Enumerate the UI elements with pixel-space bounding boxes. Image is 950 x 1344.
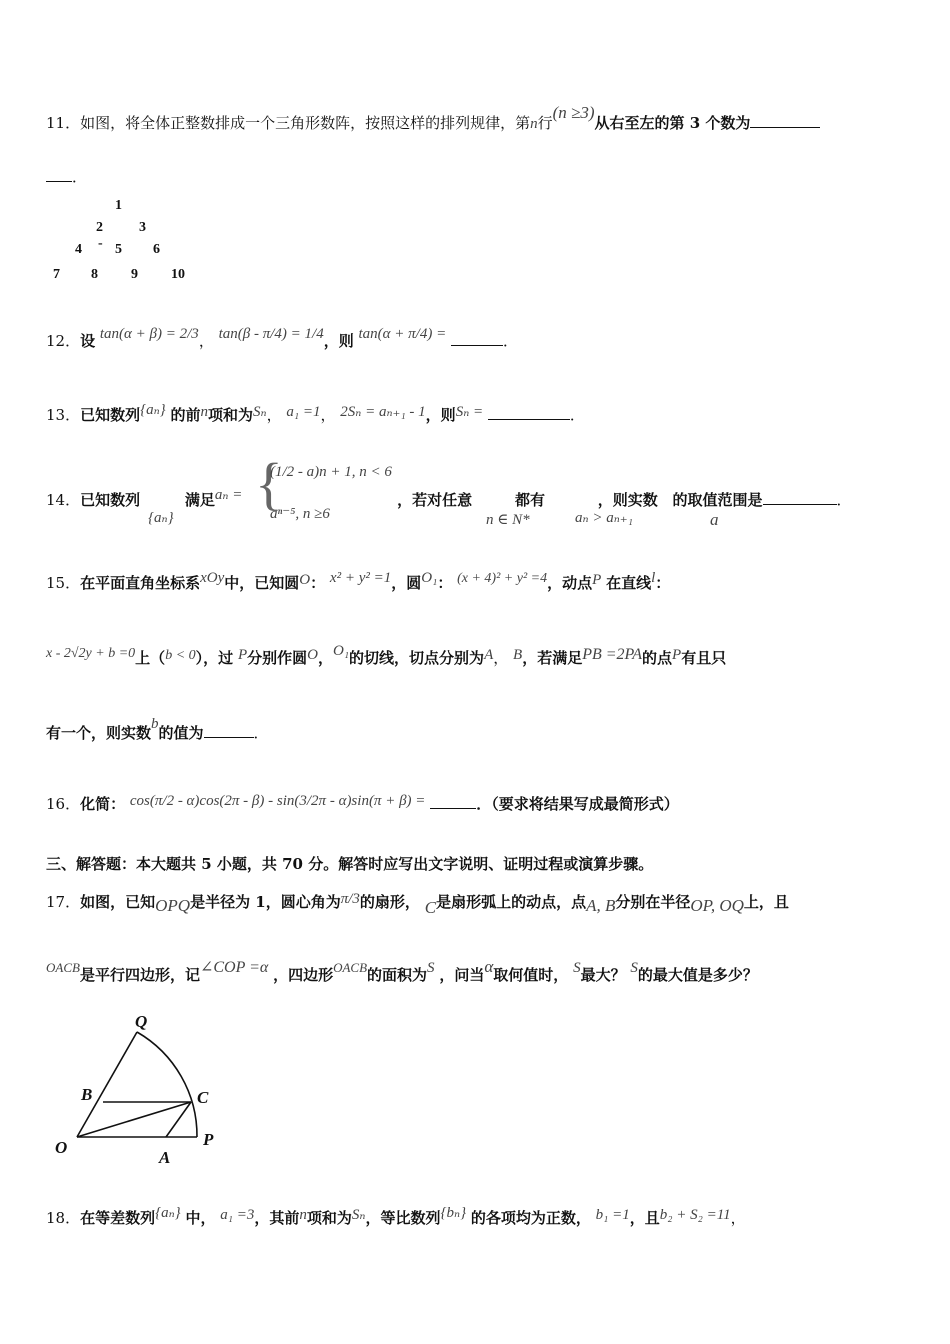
q11-var-n: n [530,116,538,132]
q15-o1: O₁ [421,570,438,586]
q14-case2: aⁿ⁻⁵, n ≥6 [270,506,330,522]
figure-label-q: Q [135,1012,148,1031]
q15-text-m: 的切线，切点分别为 [349,649,485,667]
q17-ab: A, B [586,896,616,915]
q17-opq: OPQ [155,896,191,915]
q14-cond1: n ∈ N* [486,512,530,528]
q17-alpha: α [484,957,494,976]
q11-text-a: 如图，将全体正整数排成一个三角形数阵，按照这样的排列规律，第 [80,114,531,132]
triangle-number: 1 [115,198,122,213]
q18-number: 18． [46,1209,81,1227]
q17-cop: ∠COP =α [199,959,269,976]
q12-text-b: ，则 [323,332,354,350]
q17-angle: π/3 [340,891,360,907]
q12-line: 12．设 tan(α + β) = 2/3， tan(β - π/4) = 1/4，则 tan(α + π/4) = ． [46,326,519,350]
triangle-number: 6 [153,242,160,257]
q17-line2 [46,957,758,985]
q13-seq: {aₙ} [140,402,166,418]
q14-brace: { [255,451,283,516]
q15-l: l [651,570,656,586]
q12-expr1: tan(α + β) = 2/3 [99,326,199,342]
q12-text-a: 设 [80,332,96,350]
triangle-number: 10 [171,267,185,282]
q16-text-a: 化简： [80,795,126,813]
q14-text-a: 已知数列 [80,491,141,509]
q17-oacb-2: OACB [333,960,368,975]
sector-figure [45,1005,245,1180]
triangle-number: 8 [91,267,98,282]
q11-answer-blank-cont[interactable] [46,167,72,182]
q13-sn: Sₙ [253,404,267,420]
q17-number: 17． [46,893,81,911]
q18-tail: ， [730,1209,746,1227]
q15-o: O [299,572,311,588]
q15-text-f: ，动点 [547,574,593,592]
figure-arc-qp [137,1032,197,1137]
q13-number: 13． [46,406,81,424]
q18-line [46,1207,746,1228]
q15-text-j: ），过 [195,649,234,667]
q12-answer-blank[interactable] [451,331,503,346]
figure-segment-ac [166,1102,191,1137]
q13-answer-blank[interactable] [488,405,570,420]
triangle-number: 4 [75,242,82,257]
q18-text-e: ，等比数列 [365,1209,441,1227]
q14-text-d: 都有 [514,491,545,509]
q18-var-n: n [299,1207,307,1223]
q15-text-c: ： [310,574,326,592]
q15-p2: P [237,647,248,663]
q15-text-b: 中，已知圆 [224,574,300,592]
q15-line1 [46,572,670,593]
q17-c: C [424,898,437,917]
q15-answer-blank[interactable] [204,723,254,738]
q17-text-c: 的扇形， [359,893,420,911]
figure-label-b: B [81,1085,93,1104]
q14-seq: {aₙ} [148,510,174,526]
q17-text-k: 取何值时， [493,966,569,984]
q17-text-d: 是扇形弧上的动点，点 [436,893,587,911]
q18-seq-b: {bₙ} [440,1205,467,1221]
q15-text-k: 分别作圆 [247,649,308,667]
triangle-number: 3 [139,220,146,235]
q18-cond: b₂ + S₂ =11 [659,1207,731,1223]
q13-line: 13．已知数列{aₙ} 的前n项和为Sₙ， a₁ =1， 2Sₙ = aₙ₊₁ - 1，则Sₙ = ． [46,402,585,424]
q17-s: S [427,960,435,976]
q11-number: 11． [46,114,81,132]
q16-expr: cos(π/2 - α)cos(2π - β) - sin(3/2π - α)sin(π + β) = [129,793,426,809]
q17-text-f: 上，且 [743,893,789,911]
q11-line1 [46,103,820,133]
q15-number: 15． [46,574,81,592]
q17-text-m: 的最大值是多少？ [637,966,758,984]
figure-label-a: A [159,1148,171,1167]
q11-text-b: 行 [537,114,553,132]
q17-oacb: OACB [46,960,80,975]
q14-case1: (1/2 - a)n + 1, n < 6 [270,464,392,480]
q13-text-b: 的前 [170,406,201,424]
q15-cond-b: b < 0 [165,648,196,663]
q17-s-3: S [630,960,638,976]
q15-o1-2: O₁ [332,643,350,659]
q15-text-n: ，若满足 [522,649,583,667]
q15-text-d: ，圆 [391,574,422,592]
q11-line2 [46,166,87,187]
q15-text-o: 的点 [642,649,673,667]
q14-text-c: ，若对任意 [397,491,473,509]
q16-number: 16． [46,795,81,813]
q13-ask: Sₙ = [455,404,484,420]
q14-text-b: 满足 [184,491,215,509]
q17-opoq: OP, OQ [690,896,744,915]
q15-text-i: 上（ [135,649,166,667]
q15-pb: B [513,647,523,663]
q17-text-i: 的面积为 [367,966,428,984]
q15-text-r: 的值为 [158,724,204,742]
q13-cond2: 2Sₙ = aₙ₊₁ - 1 [340,404,426,420]
q15-text-l: ， [317,649,333,667]
q12-tail: ． [503,332,519,350]
q18-sn: Sₙ [351,1207,366,1223]
figure-label-c: C [197,1088,209,1107]
q17-text-g: 是平行四边形，记 [79,966,200,984]
q15-eq1: x² + y² =1 [329,570,392,586]
q14-answer-blank[interactable] [763,490,837,505]
q15-line2: x - 2√2y + b =0上（b < 0），过 P分别作圆O，O₁的切线，切点分别为A， B，若满足PB =2PA的点P有且只 [46,643,727,667]
q17-s-2: S [573,960,581,976]
triangle-number: 9 [131,267,138,282]
q18-b1: b₁ =1 [595,1207,630,1223]
q15-cond-pb: PB =2PA [582,646,643,663]
q17-text-b: 是半径为 1，圆心角为 [190,893,341,911]
triangle-number: 7 [53,267,60,282]
q18-text-c: ，其前 [254,1209,300,1227]
q15-xoy: xOy [200,570,225,586]
q13-var-n: n [200,404,208,420]
q17-line1 [46,891,789,917]
q16-tail: ．（要求将结果写成最简形式） [476,795,679,813]
q15-text-g: 在直线 [606,574,652,592]
q13-cond1: a₁ =1 [286,404,321,420]
q13-text-c: 项和为 [207,406,253,424]
q15-p3: P [672,647,682,663]
q15-p: P [592,572,602,588]
q17-text-l: 最大？ [580,966,626,984]
q12-number: 12． [46,332,81,350]
q14-cond2: aₙ > aₙ₊₁ [575,510,633,526]
figure-label-o: O [55,1138,68,1157]
q15-pa: A [484,647,494,663]
q17-text-h: ，四边形 [273,966,334,984]
q13-text-a: 已知数列 [80,406,141,424]
q11-text-c: 从右至左的第 3 个数为 [594,114,751,132]
q15-eq2: (x + 4)² + y² =4 [457,571,548,586]
q12-expr2: tan(β - π/4) = 1/4 [218,326,324,342]
q15-text-a: 在平面直角坐标系 [80,574,201,592]
q13-text-d: ，则 [425,406,456,424]
q18-text-g: ，且 [629,1209,660,1227]
q15-o-2: O [307,647,318,663]
q17-text-e: 分别在半径 [615,893,691,911]
triangle-number: 5 [115,242,122,257]
q14-text-e: ，则实数 [597,491,658,509]
q16-line [46,793,679,814]
triangle-dash-mark: - [98,236,103,251]
q14-text-f: 的取值范围是 [672,491,763,509]
triangle-number: 2 [96,220,103,235]
q17-text-j: ，问当 [439,966,485,984]
q18-text-b: 中， [185,1209,216,1227]
q12-expr3: tan(α + π/4) = [358,326,447,342]
section3-heading: 三、解答题：本大题共 5 小题，共 70 分。解答时应写出文字说明、证明过程或演算步骤。 [46,855,654,873]
q14-line [46,489,852,510]
q14-an: aₙ = [214,487,243,503]
figure-label-p: P [203,1130,214,1149]
q14-number: 14． [46,491,81,509]
q15-text-p: 有且只 [681,649,727,667]
q18-a1: a₁ =3 [220,1207,255,1223]
q15-tail: ． [253,724,269,742]
q18-text-d: 项和为 [306,1209,352,1227]
q15-text-h: ： [655,574,671,592]
q11-tail: ． [72,168,88,186]
q15-line3 [46,716,269,743]
q18-text-a: 在等差数列 [80,1209,156,1227]
q17-text-a: 如图，已知 [80,893,156,911]
q18-text-f: 的各项均为正数， [470,1209,591,1227]
q11-answer-blank[interactable] [750,113,820,128]
q15-text-q: 有一个，则实数 [46,724,152,742]
q14-var-a: a [710,510,719,529]
q13-tail: ． [569,406,585,424]
q15-b: b [151,716,159,732]
q16-answer-blank[interactable] [430,794,476,809]
q14-tail: ． [836,491,852,509]
q15-text-e: ： [437,574,453,592]
q15-line-eq: x - 2√2y + b =0 [46,646,136,661]
q18-seq-a: {aₙ} [155,1205,181,1221]
q11-condition: (n ≥3) [552,103,595,122]
